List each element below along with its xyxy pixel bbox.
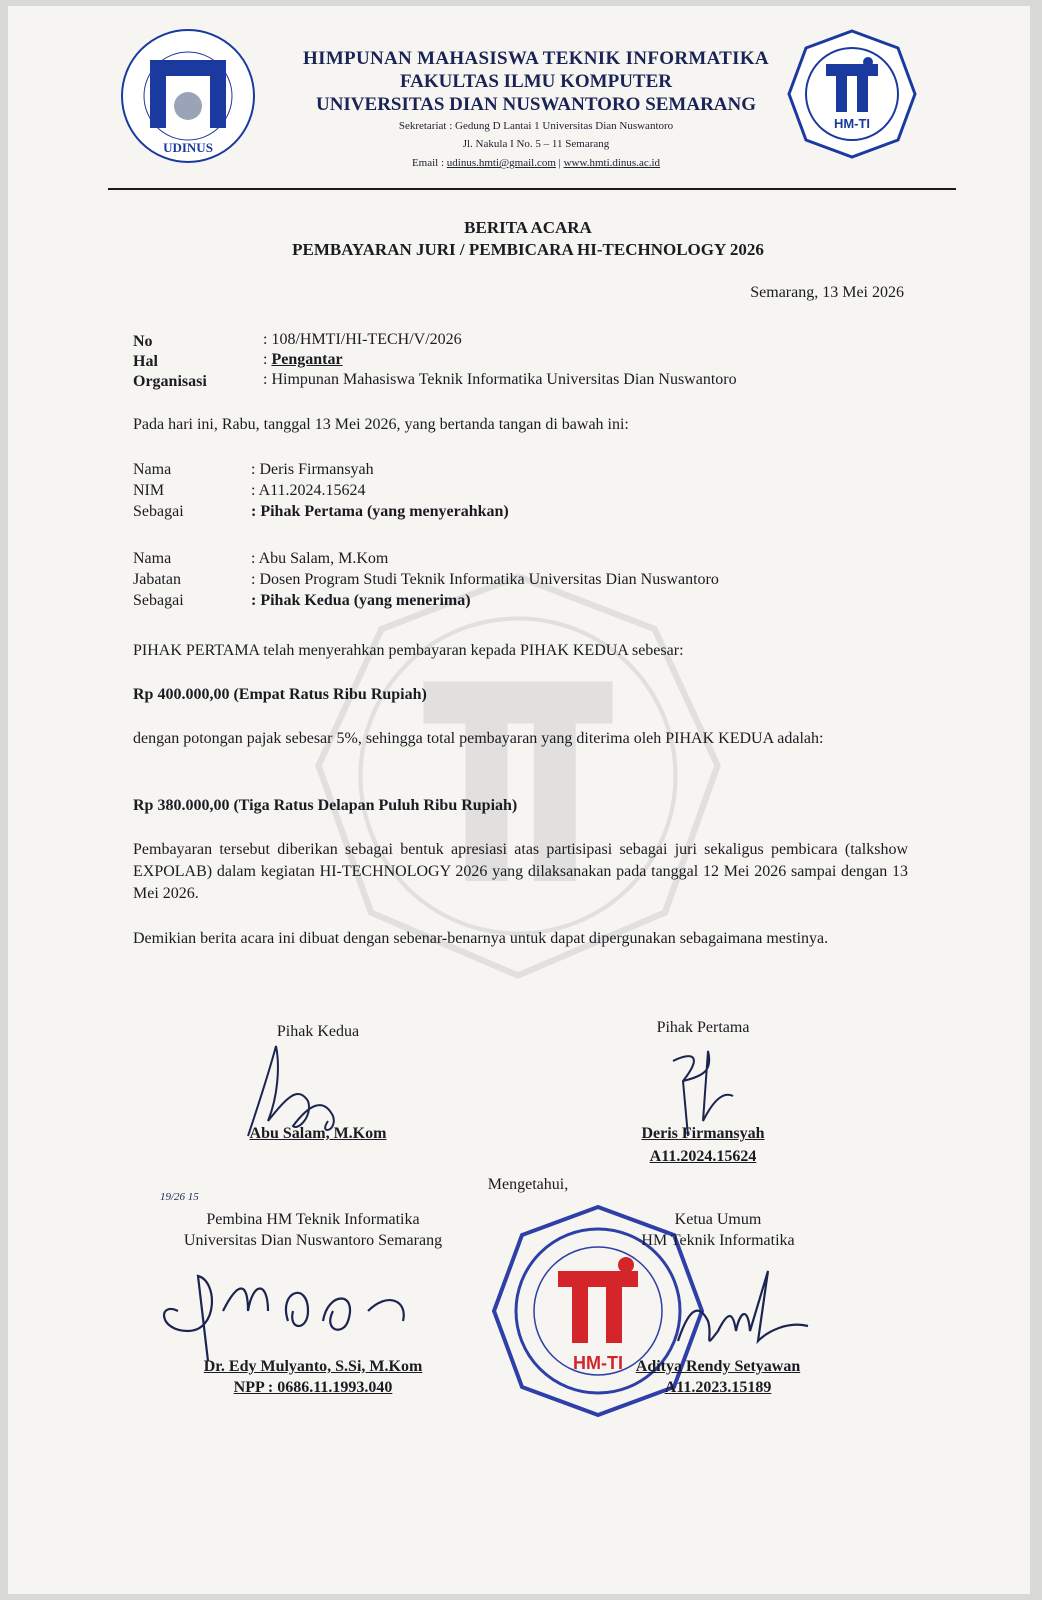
sig-bl-role2: Universitas Dian Nuswantoro Semarang: [183, 1232, 443, 1249]
sig-left-name: Abu Salam, M.Kom: [249, 1125, 387, 1142]
party1-label-nim: NIM: [133, 482, 165, 499]
header-address: [256, 120, 816, 132]
sig-right-role: Pihak Pertama: [656, 1019, 750, 1036]
party1-label-sebagai: Sebagai: [133, 503, 184, 520]
party1-value-nama: : Deris Firmansyah: [251, 461, 374, 478]
place-date: Semarang, 13 Mei 2026: [750, 284, 904, 301]
party2-value-sebagai: : Pihak Kedua (yang menerima): [251, 592, 471, 609]
meta-value-hal-text: Pengantar: [271, 351, 343, 368]
party2-value-nama: : Abu Salam, M.Kom: [251, 550, 389, 567]
watermark-logo: [308, 566, 728, 986]
sig-bl-signature: [148, 1251, 448, 1371]
document-subtitle: PEMBAYARAN JURI / PEMBICARA HI-TECHNOLOGY 2026: [292, 240, 764, 259]
header-address-label: Sekretariat: [398, 120, 447, 132]
meta-value-hal-prefix: :: [263, 351, 272, 368]
meta-value-no: : 108/HMTI/HI-TECH/V/2026: [263, 331, 462, 348]
body-paragraph-4: Demikian berita acara ini dibuat dengan sebenar-benarnya untuk dapat dipergunakan sebagaimana mestinya.: [133, 930, 829, 947]
header-contact: [256, 157, 816, 169]
hmti-logo-label: HM-TI: [833, 116, 871, 131]
document-page: [8, 6, 1030, 1594]
party1-value-nim: : A11.2024.15624: [251, 482, 366, 499]
meta-label-hal: Hal: [133, 353, 158, 370]
sig-br-signature: [618, 1261, 818, 1371]
party2-label-nama: Nama: [133, 550, 172, 567]
sig-br-name: Aditya Rendy Setyawan: [635, 1358, 801, 1375]
header-address-value: : Gedung D Lantai 1 Universitas Dian Nuswantoro: [449, 120, 674, 132]
meta-value-organisasi: : Himpunan Mahasiswa Teknik Informatika Universitas Dian Nuswantoro: [263, 371, 737, 388]
party2-value-jabatan: : Dosen Program Studi Teknik Informatika Universitas Dian Nuswantoro: [251, 571, 719, 588]
sig-right-id: A11.2024.15624: [649, 1148, 757, 1165]
org-stamp-label: HM-TI: [573, 1353, 623, 1373]
sig-br-id: A11.2023.15189: [664, 1379, 772, 1396]
sig-bl-handnote: 19/26 15: [160, 1191, 199, 1203]
header-university: UNIVERSITAS DIAN NUSWANTORO SEMARANG: [315, 94, 757, 115]
header-faculty: FAKULTAS ILMU KOMPUTER: [399, 71, 672, 92]
udinus-logo-label: UDINUS: [163, 140, 213, 155]
meta-label-no: No: [133, 333, 153, 350]
sig-br-role1: Ketua Umum: [674, 1211, 762, 1228]
sig-bl-role1: Pembina HM Teknik Informatika: [206, 1211, 420, 1228]
header-website-link[interactable]: www.hmti.dinus.ac.id: [563, 157, 661, 169]
body-paragraph-1: PIHAK PERTAMA telah menyerahkan pembayaran kepada PIHAK KEDUA sebesar:: [133, 642, 684, 659]
header-divider: [108, 188, 956, 190]
meta-label-organisasi: Organisasi: [133, 373, 207, 390]
sig-left-role: Pihak Kedua: [276, 1023, 360, 1040]
header-contact-sep: |: [555, 157, 564, 169]
header-email-link[interactable]: udinus.hmti@gmail.com: [446, 157, 556, 169]
intro-text: Pada hari ini, Rabu, tanggal 13 Mei 2026, yang bertanda tangan di bawah ini:: [133, 416, 629, 433]
header-email-label: Email :: [411, 157, 447, 169]
header-org-name: HIMPUNAN MAHASISWA TEKNIK INFORMATIKA: [303, 48, 769, 69]
body-paragraph-3: Pembayaran tersebut diberikan sebagai bentuk apresiasi atas partisipasi sebagai juri sekaligus pembicara (talkshow EXPOLAB) dalam kegiatan HI-TECHNOLOGY 2026 yang dilaksanakan pada tanggal 12 Mei 2026 sampai dengan 13 Mei 2026.: [133, 841, 908, 902]
sig-bl-id: NPP : 0686.11.1993.040: [233, 1379, 393, 1396]
party1-label-nama: Nama: [133, 461, 172, 478]
sig-bl-name: Dr. Edy Mulyanto, S.Si, M.Kom: [203, 1358, 423, 1375]
meta-value-hal: [263, 351, 343, 369]
party1-value-sebagai: : Pihak Pertama (yang menyerahkan): [251, 503, 509, 520]
party2-label-sebagai: Sebagai: [133, 592, 184, 609]
amount-gross: Rp 400.000,00 (Empat Ratus Ribu Rupiah): [133, 686, 427, 703]
document-title: BERITA ACARA: [464, 218, 592, 237]
acknowledge-label: Mengetahui,: [487, 1176, 569, 1193]
party2-label-jabatan: Jabatan: [133, 571, 181, 588]
sig-br-role2: HM Teknik Informatika: [641, 1232, 795, 1249]
sig-right-name: Deris Firmansyah: [641, 1125, 765, 1142]
udinus-logo: [118, 26, 258, 166]
header-street: Jl. Nakula I No. 5 – 11 Semarang: [462, 138, 610, 150]
amount-net: Rp 380.000,00 (Tiga Ratus Delapan Puluh Ribu Rupiah): [133, 797, 518, 814]
body-paragraph-2: dengan potongan pajak sebesar 5%, sehingga total pembayaran yang diterima oleh PIHAK KEDUA adalah:: [133, 730, 824, 747]
